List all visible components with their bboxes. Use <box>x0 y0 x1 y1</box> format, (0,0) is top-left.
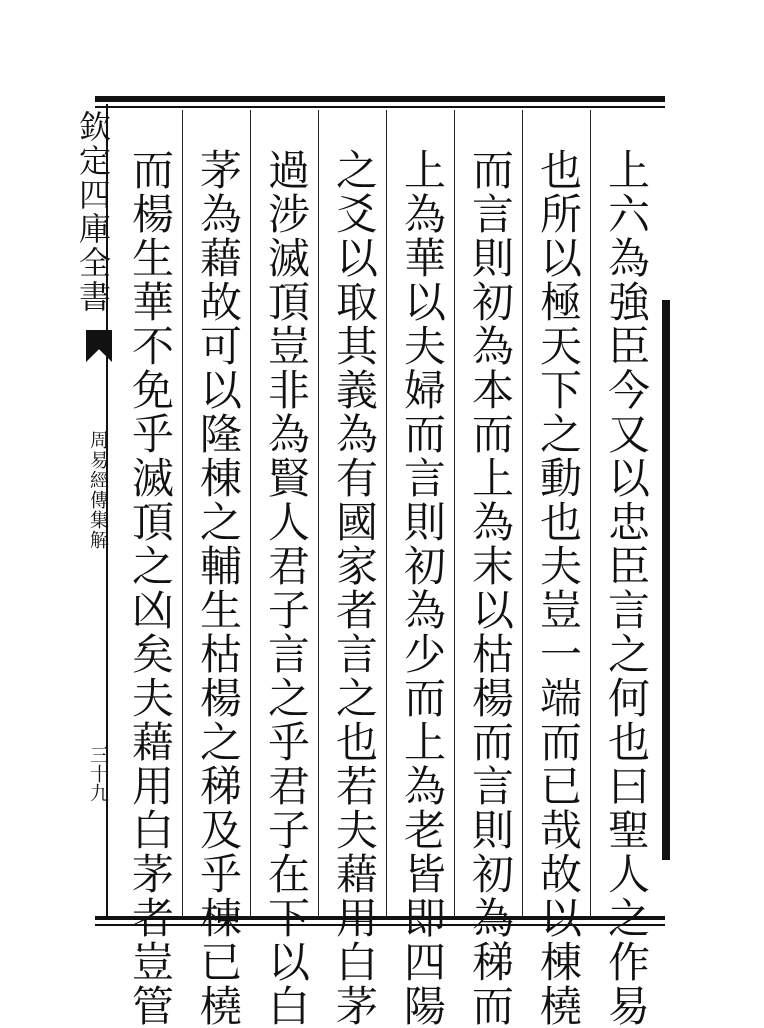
text-column-6: 過涉滅頂豈非為賢人君子言之乎君子在下以白 <box>262 148 311 1028</box>
text-column-1: 上六為強臣今又以忠臣言之何也曰聖人之作易 <box>602 148 651 1028</box>
fish-tail-mark-icon <box>86 330 112 362</box>
frame-right-border <box>662 300 670 860</box>
book-title: 欽定四庫全書 <box>74 110 112 314</box>
text-column-8: 而楊生華不免乎滅頂之凶矣夫藉用白茅者豈管 <box>126 148 175 1028</box>
text-column-4: 上為華以夫婦而言則初為少而上為老皆即四陽 <box>398 148 447 1028</box>
column-rule <box>590 110 591 916</box>
frame-top-inner-border <box>95 106 665 108</box>
text-column-5: 之爻以取其義為有國家者言之也若夫藉用白茅 <box>330 148 379 1028</box>
section-title: 周易經傳集解 <box>87 430 109 550</box>
page-number: 三十九 <box>87 745 109 802</box>
column-rule <box>182 110 183 916</box>
text-column-7: 茅為藉故可以隆棟之輔生枯楊之稊及乎棟已橈 <box>194 148 243 1028</box>
text-column-3: 而言則初為本而上為末以枯楊而言則初為稊而 <box>466 148 515 1028</box>
column-rule <box>250 110 251 916</box>
column-rule <box>386 110 387 916</box>
column-rule <box>454 110 455 916</box>
column-rule <box>522 110 523 916</box>
text-column-2: 也所以極天下之動也夫豈一端而已哉故以棟橈 <box>534 148 583 1028</box>
column-rule <box>318 110 319 916</box>
frame-top-border <box>95 96 665 102</box>
